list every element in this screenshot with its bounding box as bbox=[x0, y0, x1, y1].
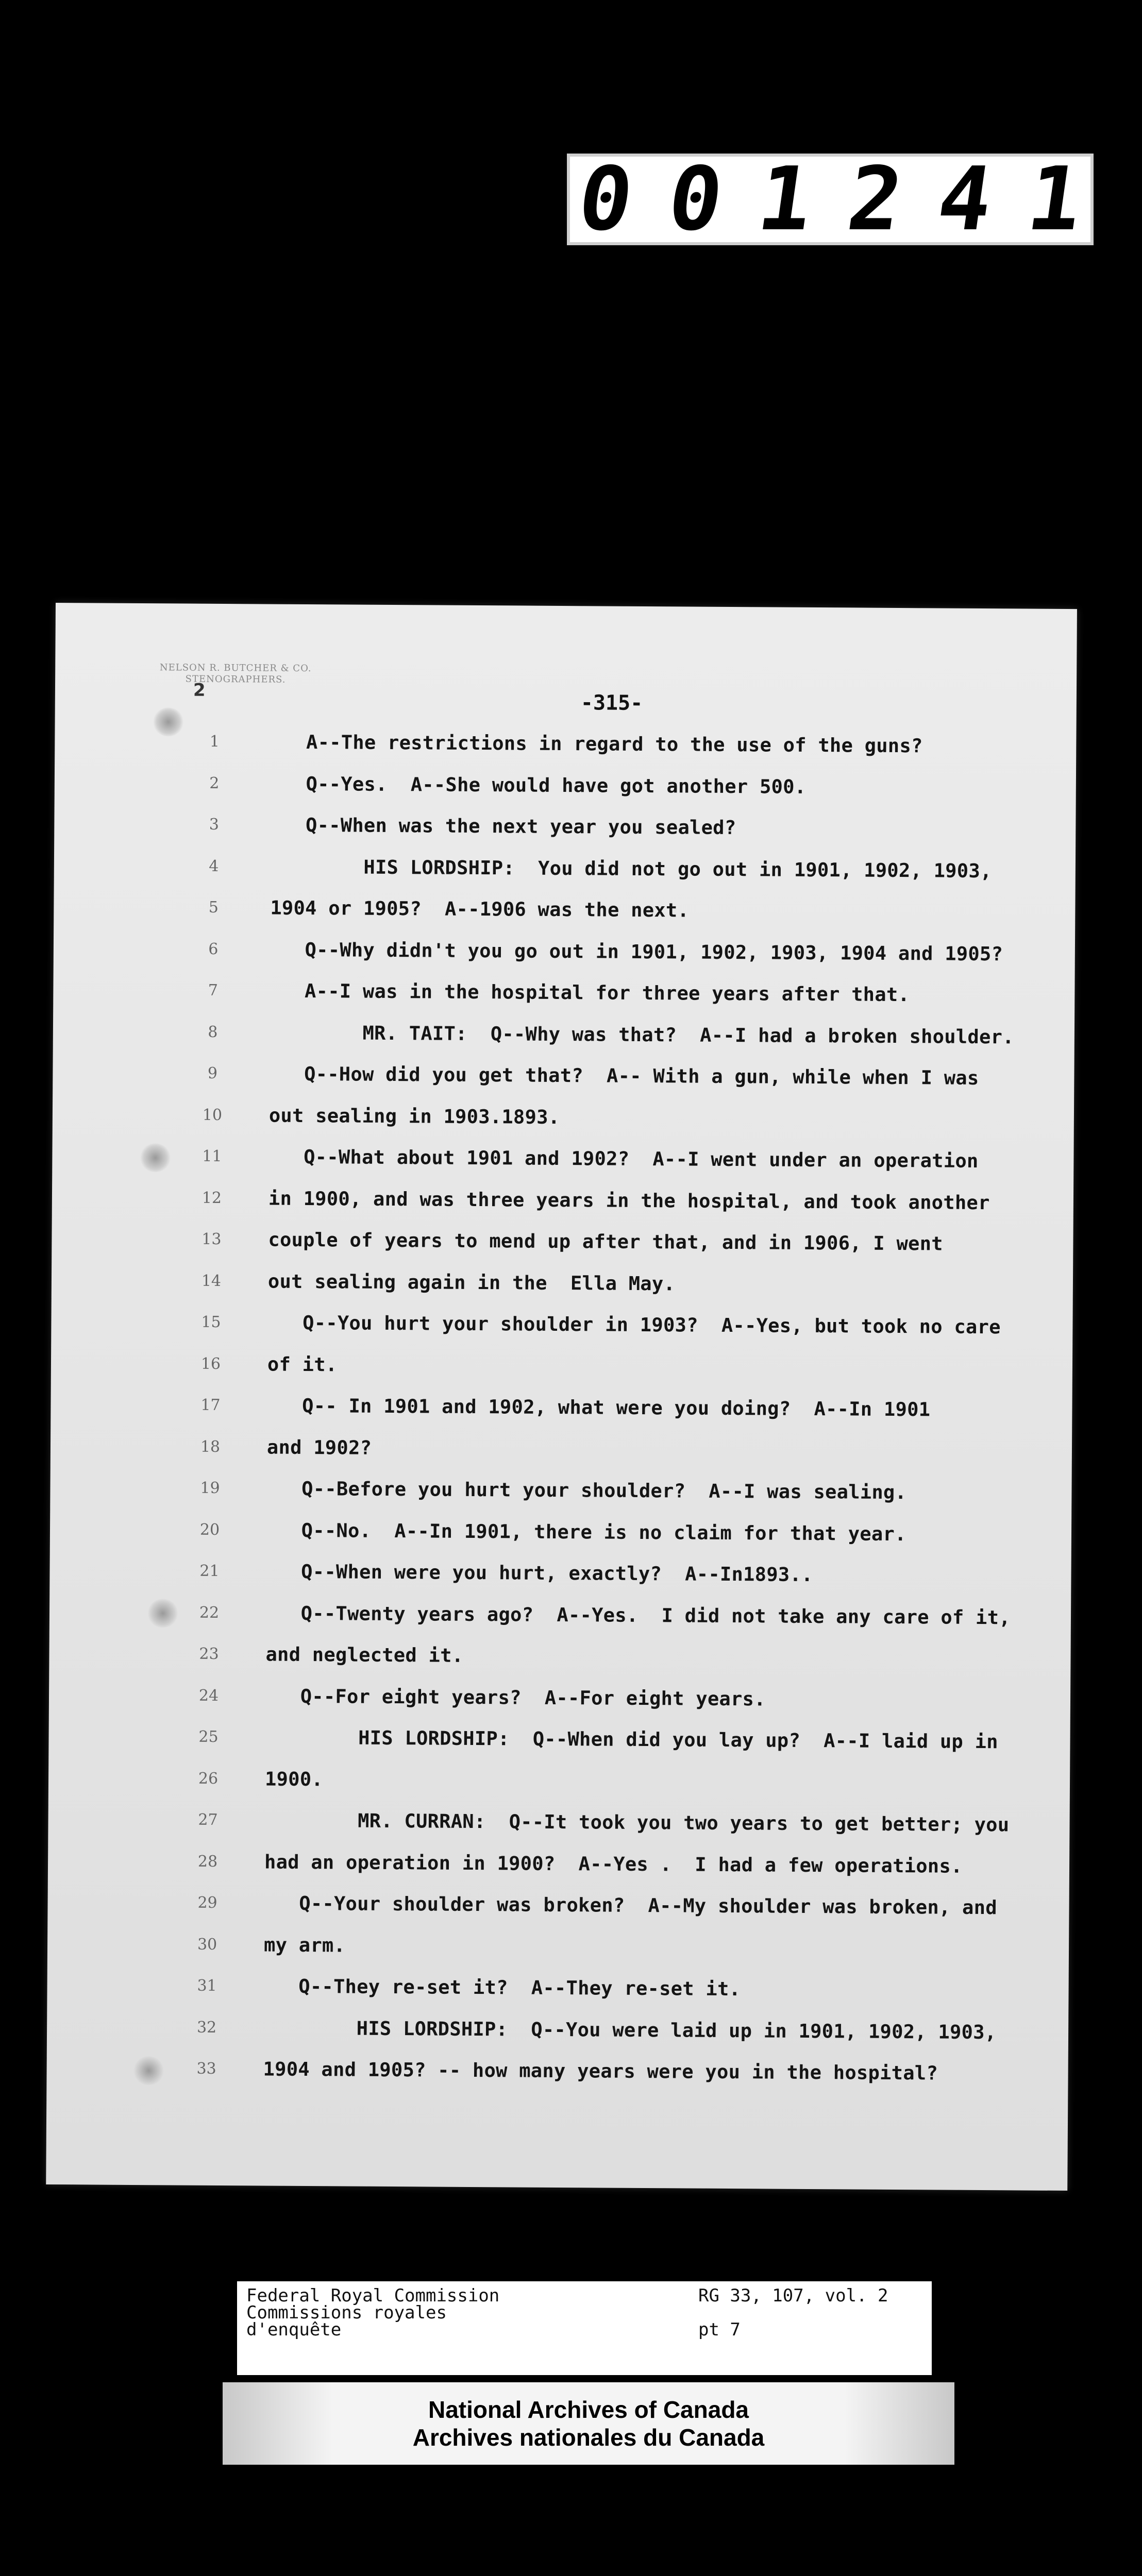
line-number: 33 bbox=[196, 2059, 216, 2078]
letterhead-line: NELSON R. BUTCHER & CO. bbox=[159, 662, 312, 674]
line-number: 18 bbox=[200, 1437, 221, 1456]
line-number: 21 bbox=[199, 1562, 220, 1580]
line-number-column bbox=[191, 721, 230, 2090]
transcript-line: Q--They re-set it? A--They re-set it. bbox=[263, 1975, 741, 2001]
transcript-line: Q--Before you hurt your shoulder? A--I was sealing. bbox=[266, 1477, 907, 1504]
line-number: 15 bbox=[201, 1313, 221, 1331]
transcript-line: Q--What about 1901 and 1902? A--I went under an operation bbox=[268, 1145, 979, 1172]
punch-hole-mark bbox=[153, 707, 183, 736]
transcript-line: and neglected it. bbox=[265, 1643, 464, 1667]
line-number: 6 bbox=[208, 940, 219, 958]
transcript-line: Q--Yes. A--She would have got another 500. bbox=[271, 772, 807, 798]
commission-name bbox=[246, 2287, 659, 2338]
line-number: 28 bbox=[197, 1852, 218, 1871]
record-group-reference: RG 33, 107, vol. 2 bbox=[698, 2285, 888, 2306]
transcript-line: out sealing again in the Ella May. bbox=[267, 1270, 676, 1295]
transcript-text bbox=[263, 722, 1054, 2095]
line-number: 32 bbox=[196, 2018, 217, 2037]
line-number: 9 bbox=[207, 1064, 218, 1082]
transcript-line: couple of years to mend up after that, and in 1906, I went bbox=[268, 1228, 943, 1255]
transcript-line: 1904 and 1905? -- how many years were you in the hospital? bbox=[263, 2058, 938, 2084]
line-number: 19 bbox=[200, 1479, 220, 1497]
transcript-line: MR. TAIT: Q--Why was that? A--I had a broken shoulder. bbox=[269, 1021, 1014, 1048]
frame-number-plate bbox=[567, 148, 1126, 250]
line-number: 23 bbox=[199, 1645, 219, 1663]
archives-label bbox=[223, 2382, 954, 2465]
part-number: pt 7 bbox=[698, 2319, 741, 2340]
line-number: 31 bbox=[197, 1976, 217, 1995]
line-number: 17 bbox=[200, 1396, 221, 1414]
transcript-line: 1904 or 1905? A--1906 was the next. bbox=[270, 896, 690, 922]
line-number: 12 bbox=[201, 1189, 222, 1207]
archives-name-english: National Archives of Canada bbox=[428, 2396, 749, 2423]
line-number: 2 bbox=[209, 774, 220, 792]
line-number: 24 bbox=[198, 1686, 219, 1705]
line-number: 22 bbox=[199, 1603, 220, 1622]
frame-number: 001241 bbox=[572, 148, 1126, 250]
archives-name-french: Archives nationales du Canada bbox=[412, 2424, 765, 2451]
transcript-line: MR. CURRAN: Q--It took you two years to get better; you bbox=[264, 1809, 1010, 1836]
transcript-line: in 1900, and was three years in the hospital, and took another bbox=[268, 1187, 990, 1214]
line-number: 27 bbox=[198, 1810, 218, 1829]
sheet-mark: 2 bbox=[193, 680, 206, 701]
transcript-line: of it. bbox=[267, 1353, 338, 1376]
reference-info bbox=[698, 2287, 925, 2338]
document-page bbox=[46, 603, 1077, 2191]
punch-hole-mark bbox=[133, 2056, 164, 2085]
line-number: 3 bbox=[209, 815, 220, 834]
transcript-line: Q--When was the next year you sealed? bbox=[271, 814, 736, 839]
transcript-line: Q--You hurt your shoulder in 1903? A--Yes, but took no care bbox=[267, 1311, 1001, 1338]
transcript-line: Q--For eight years? A--For eight years. bbox=[265, 1685, 766, 1710]
transcript-line: out sealing in 1903.1893. bbox=[268, 1104, 560, 1128]
transcript-line: HIS LORDSHIP: Q--When did you lay up? A--I laid up in bbox=[265, 1726, 998, 1753]
line-number: 26 bbox=[198, 1769, 219, 1788]
transcript-line: had an operation in 1900? A--Yes . I had a few operations. bbox=[264, 1851, 963, 1877]
line-number: 25 bbox=[198, 1727, 219, 1746]
transcript-line: Q--When were you hurt, exactly? A--In1893.. bbox=[266, 1560, 813, 1586]
transcript-line: Q--Why didn't you go out in 1901, 1902, 1903, 1904 and 1905? bbox=[270, 938, 1003, 965]
transcript-line: Q--No. A--In 1901, there is no claim for that year. bbox=[266, 1519, 906, 1545]
letterhead-line: STENOGRAPHERS. bbox=[185, 673, 286, 685]
transcript-line: 1900. bbox=[264, 1768, 324, 1790]
transcript-line: Q--Your shoulder was broken? A--My shoulder was broken, and bbox=[264, 1892, 997, 1919]
transcript-line: HIS LORDSHIP: You did not go out in 1901, 1902, 1903, bbox=[270, 855, 992, 882]
transcript-line: Q-- In 1901 and 1902, what were you doing? A--In 1901 bbox=[267, 1394, 931, 1421]
line-number: 1 bbox=[209, 732, 220, 751]
line-number: 29 bbox=[197, 1893, 217, 1912]
line-number: 30 bbox=[197, 1935, 217, 1954]
letterhead bbox=[153, 662, 318, 686]
line-number: 10 bbox=[202, 1106, 223, 1124]
line-number: 8 bbox=[208, 1023, 218, 1041]
transcript-line: HIS LORDSHIP: Q--You were laid up in 1901, 1902, 1903, bbox=[263, 2016, 997, 2043]
punch-hole-mark bbox=[140, 1143, 171, 1172]
line-number: 13 bbox=[201, 1230, 222, 1248]
archival-reference-label bbox=[237, 2281, 932, 2375]
transcript-line: Q--Twenty years ago? A--Yes. I did not take any care of it, bbox=[265, 1602, 1011, 1629]
line-number: 20 bbox=[199, 1520, 220, 1539]
line-number: 7 bbox=[208, 981, 219, 999]
transcript-line: my arm. bbox=[263, 1934, 346, 1956]
line-number: 16 bbox=[200, 1354, 221, 1373]
commission-line: Commissions royales bbox=[246, 2302, 447, 2323]
line-number: 14 bbox=[201, 1272, 222, 1290]
line-number: 5 bbox=[208, 898, 219, 917]
line-number: 11 bbox=[202, 1147, 222, 1165]
commission-line: d'enquête bbox=[246, 2319, 342, 2340]
transcript-line: Q--How did you get that? A-- With a gun, while when I was bbox=[269, 1062, 979, 1089]
page-number: -315- bbox=[580, 691, 643, 715]
punch-hole-mark bbox=[147, 1599, 178, 1628]
transcript-line: and 1902? bbox=[266, 1436, 372, 1459]
line-number: 4 bbox=[209, 857, 219, 875]
transcript-line: A--The restrictions in regard to the use of the guns? bbox=[271, 731, 923, 757]
commission-line: Federal Royal Commission bbox=[246, 2285, 500, 2306]
transcript-line: A--I was in the hospital for three years after that. bbox=[270, 979, 910, 1006]
